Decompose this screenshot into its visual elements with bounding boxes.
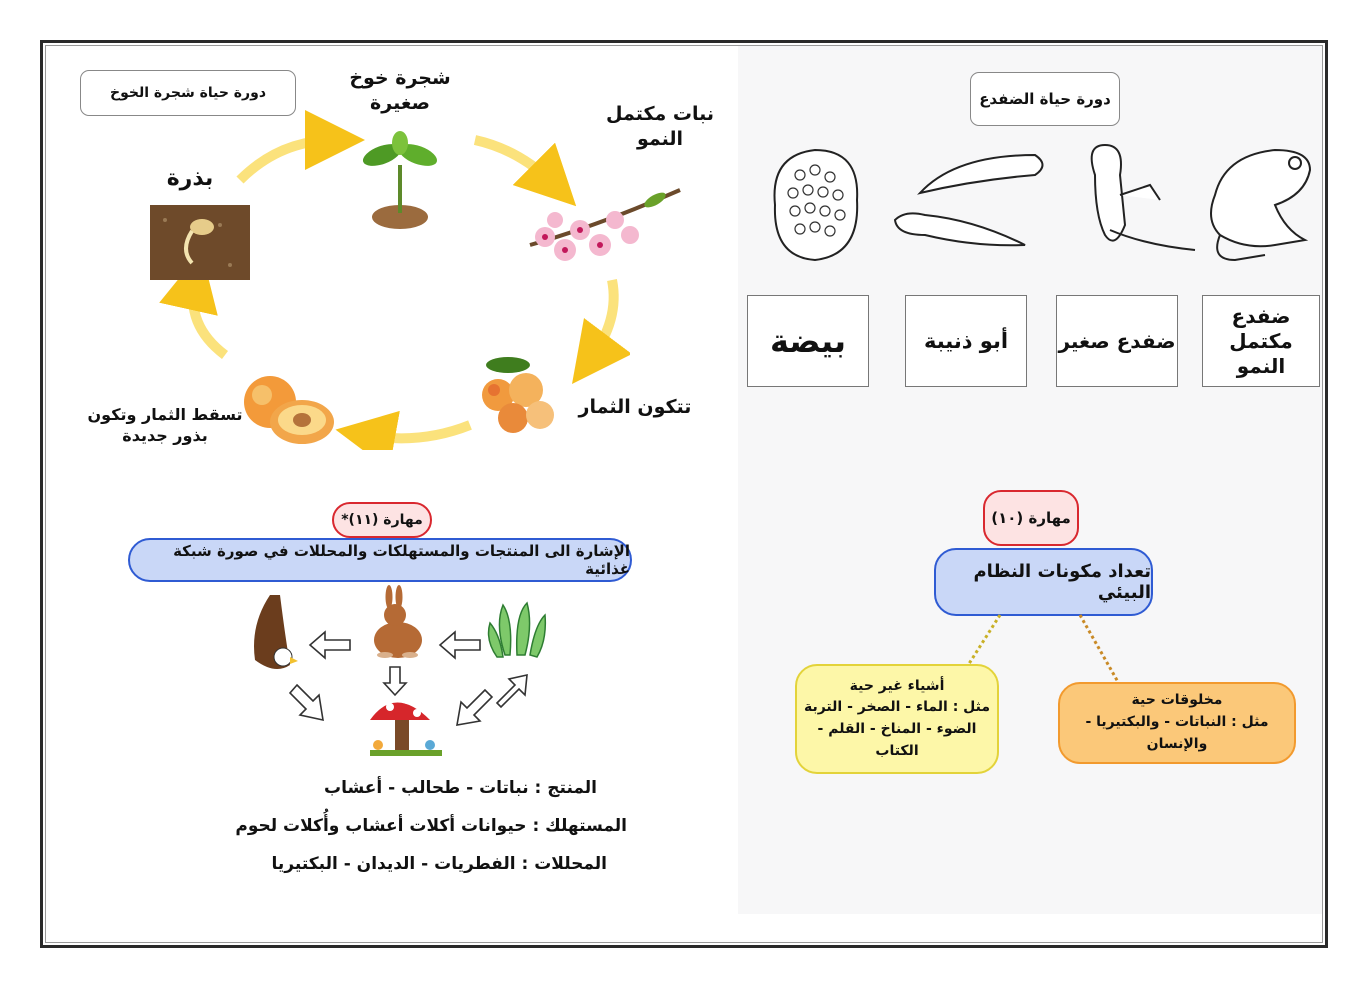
cycle-arrow-1 xyxy=(240,140,335,180)
connector-living xyxy=(1080,615,1118,682)
young-frog-image xyxy=(1092,145,1195,250)
tadpole-image xyxy=(895,155,1043,245)
living-line1: مثل : النباتات - والبكتيريا - والإنسان xyxy=(1085,714,1269,752)
decomposer-line: المحللات : الفطريات - الديدان - البكتيريا xyxy=(271,854,607,874)
cycle-arrow-5 xyxy=(193,280,225,355)
eagle-image xyxy=(254,595,298,669)
peach-cluster-image xyxy=(468,340,568,440)
peach-halves-image xyxy=(240,370,340,450)
frog-egg-image xyxy=(775,150,858,260)
arrow-plant-to-mushroom xyxy=(457,690,492,725)
arrow-mushroom-to-plant xyxy=(497,675,527,707)
nonliving-line2: الضوء - المناخ - القلم - الكتاب xyxy=(817,721,977,759)
green-plant-image xyxy=(489,603,546,657)
living-title: مخلوقات حية xyxy=(1131,692,1223,709)
frog-stage-adult-frog: ضفدع مكتمل النمو xyxy=(1202,295,1320,387)
food-web-diagram xyxy=(235,585,555,765)
adult-frog-image xyxy=(1211,150,1310,260)
label-falling-fruits: تسقط الثمار وتكون بذور جديدة xyxy=(87,405,243,445)
skill-10-badge: مهارة (١٠) xyxy=(983,490,1079,546)
consumer-line: المستهلك : حيوانات أكلات أعشاب وأُكلات لحوم xyxy=(235,816,627,836)
frog-stage-young-frog: ضفدع صغير xyxy=(1056,295,1178,387)
skill-11-topic: الإشارة الى المنتجات والمستهلكات والمحللات في صورة شبكة غذائية xyxy=(128,538,632,582)
label-young-tree: شجرة خوخ صغيرة xyxy=(349,67,451,114)
label-mature-plant: نبات مكتمل النمو xyxy=(606,103,714,150)
frog-stage-egg: بيضة xyxy=(747,295,869,387)
frog-stage-images xyxy=(765,135,1325,275)
label-fruits: تتكون الثمار xyxy=(578,396,692,418)
seed-image xyxy=(150,205,250,280)
living-things-box xyxy=(1058,682,1296,764)
arrow-plant-to-rabbit xyxy=(440,632,480,658)
peach-cycle-title: دورة حياة شجرة الخوخ xyxy=(80,70,296,116)
rabbit-image xyxy=(374,585,422,658)
nonliving-things-box xyxy=(795,664,999,774)
mushroom-image xyxy=(370,696,442,756)
cycle-arrow-3 xyxy=(590,280,614,360)
skill-10-topic: تعداد مكونات النظام البيئي xyxy=(934,548,1153,616)
arrow-eagle-to-mushroom xyxy=(290,685,323,720)
arrow-rabbit-to-mushroom xyxy=(384,667,406,695)
skill-11-badge: مهارة (١١)* xyxy=(332,502,432,538)
frog-stage-tadpole: أبو ذنيبة xyxy=(905,295,1027,387)
label-seed: بذرة xyxy=(166,166,214,191)
producer-line: المنتج : نباتات - طحالب - أعشاب xyxy=(324,778,597,798)
frog-cycle-title: دورة حياة الضفدع xyxy=(970,72,1120,126)
blossom-branch-image xyxy=(520,175,690,270)
nonliving-line1: مثل : الماء - الصخر - التربة xyxy=(803,699,991,716)
connector-nonliving xyxy=(965,615,1000,670)
nonliving-title: أشياء غير حية xyxy=(849,677,945,694)
young-tree-image xyxy=(350,125,450,235)
cycle-arrow-4 xyxy=(365,425,470,438)
arrow-rabbit-to-eagle xyxy=(310,632,350,658)
